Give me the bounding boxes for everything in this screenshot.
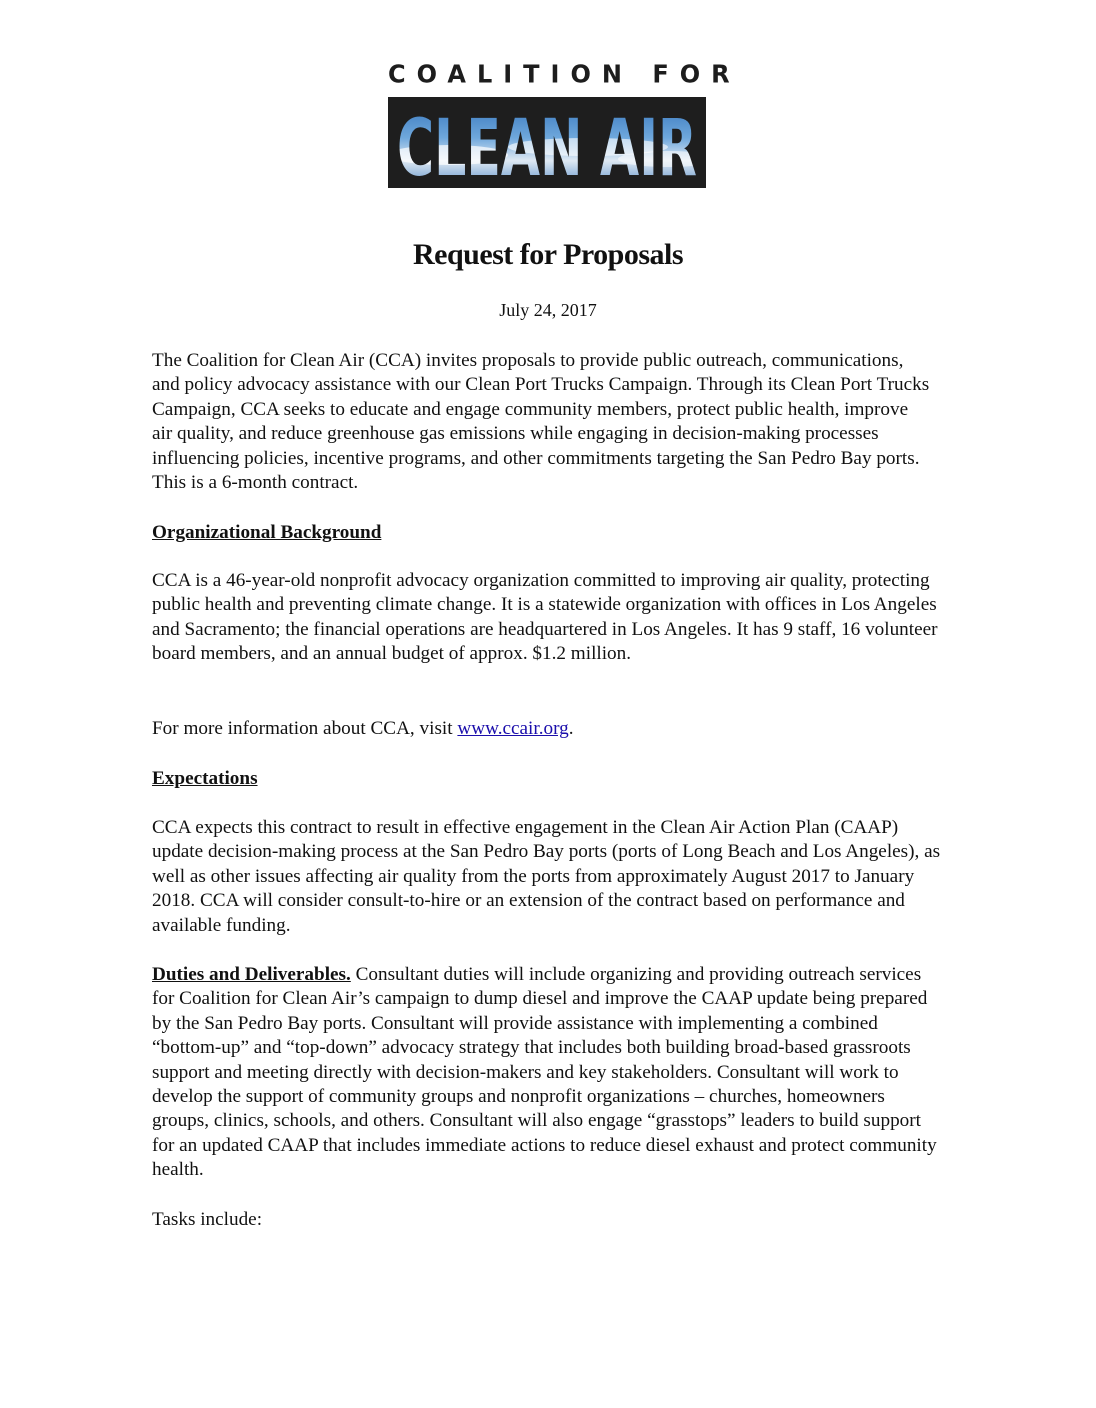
tasks-label: Tasks include: bbox=[152, 1209, 263, 1230]
more-info-paragraph bbox=[152, 717, 942, 741]
logo-top-text: COALITION FOR bbox=[388, 59, 741, 89]
more-info-suffix: . bbox=[568, 718, 574, 739]
ccair-link[interactable]: www.ccair.org bbox=[457, 718, 569, 739]
logo-graphic bbox=[388, 97, 706, 188]
org-background-heading: Organizational Background bbox=[152, 522, 382, 543]
logo bbox=[388, 97, 706, 188]
expectations-paragraph: CCA expects this contract to result in effective engagement in the Clean Air Action Plan (CAAP) update decision-making process at the San Pedro Bay ports (ports of Long Beach and Los Angeles), as well as other issues affecting air quality from the ports from approximately August 2017 to January 2018. CCA will consider consult-to-hire or an extension of the contract based on performance and available funding. bbox=[152, 817, 941, 936]
expectations-heading: Expectations bbox=[152, 768, 258, 789]
more-info-text: For more information about CCA, visit bbox=[152, 718, 458, 739]
document-title: Request for Proposals bbox=[412, 238, 684, 271]
duties-heading: Duties and Deliverables. bbox=[152, 964, 351, 985]
duties-paragraph bbox=[152, 963, 942, 1183]
intro-paragraph: The Coalition for Clean Air (CCA) invites proposals to provide public outreach, communications, and policy advocacy assistance with our Clean Port Trucks Campaign. Through its Clean Port Trucks Campaign, CCA seeks to educate and engage community members, protect public health, improve air quality, and reduce greenhouse gas emissions while engaging in decision-making processes influencing policies, incentive programs, and other commitments targeting the San Pedro Bay ports. This is a 6-month contract. bbox=[152, 350, 930, 494]
duties-body: Consultant duties will include organizing and providing outreach services for Coalition for Clean Air’s campaign to dump diesel and improve the CAAP update being prepared by the San Pedro Bay ports. Consultant will provide assistance with implementing a combined “bottom-up” and “top-down” advocacy strategy that includes both building broad-based grassroots support and meeting directly with decision-makers and key stakeholders. Consultant will work to develop the support of community groups and nonprofit organizations – churches, homeowners groups, clinics, schools, and others. Consultant will also engage “grasstops” leaders to build support for an updated CAAP that includes immediate actions to reduce diesel exhaust and protect community health. bbox=[152, 964, 937, 1181]
org-background-paragraph: CCA is a 46-year-old nonprofit advocacy organization committed to improving air quality, protecting public health and preventing climate change. It is a statewide organization with offices in Los Angeles and Sacramento; the financial operations are headquartered in Los Angeles. It has 9 staff, 16 volunteer board members, and an annual budget of approx. $1.2 million. bbox=[152, 570, 938, 665]
document-date: July 24, 2017 bbox=[499, 300, 597, 320]
